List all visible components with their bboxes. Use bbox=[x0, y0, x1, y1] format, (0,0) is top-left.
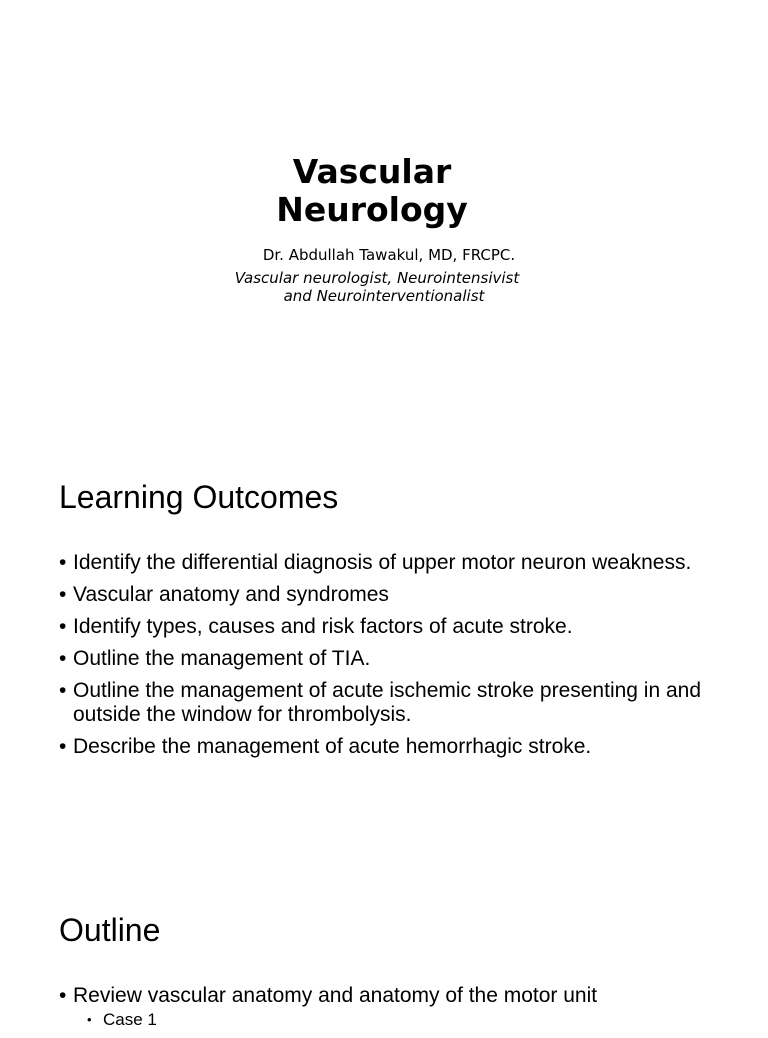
learning-outcomes-list bbox=[59, 551, 719, 767]
presentation-title bbox=[0, 153, 744, 229]
author-name: Dr. Abdullah Tawakul, MD, FRCPC. bbox=[262, 246, 516, 264]
outline-sub-list bbox=[73, 1010, 719, 1030]
role-line-2: and Neurointerventionalist bbox=[283, 287, 485, 305]
title-line-2: Neurology bbox=[276, 190, 468, 229]
title-slide bbox=[0, 0, 768, 420]
outline-list bbox=[59, 984, 719, 1038]
list-item: • Outline the management of TIA. bbox=[59, 647, 719, 671]
list-item: • Identify types, causes and risk factors of acute stroke. bbox=[59, 615, 719, 639]
role-line-1: Vascular neurologist, Neurointensivist bbox=[234, 269, 520, 287]
list-item: • Outline the management of acute ischemic stroke presenting in and outside the window for thrombolysis. bbox=[59, 679, 719, 726]
author-role bbox=[0, 269, 754, 305]
sub-list-item: • Case 1 bbox=[87, 1010, 719, 1030]
title-line-1: Vascular bbox=[292, 152, 452, 191]
list-item bbox=[59, 984, 719, 1030]
list-item: • Describe the management of acute hemorrhagic stroke. bbox=[59, 735, 719, 759]
list-item: • Vascular anatomy and syndromes bbox=[59, 583, 719, 607]
outline-heading: Outline bbox=[59, 912, 161, 948]
learning-outcomes-heading: Learning Outcomes bbox=[59, 479, 339, 515]
outline-item-text: Review vascular anatomy and anatomy of the motor unit bbox=[73, 984, 598, 1007]
list-item: • Identify the differential diagnosis of upper motor neuron weakness. bbox=[59, 551, 719, 575]
